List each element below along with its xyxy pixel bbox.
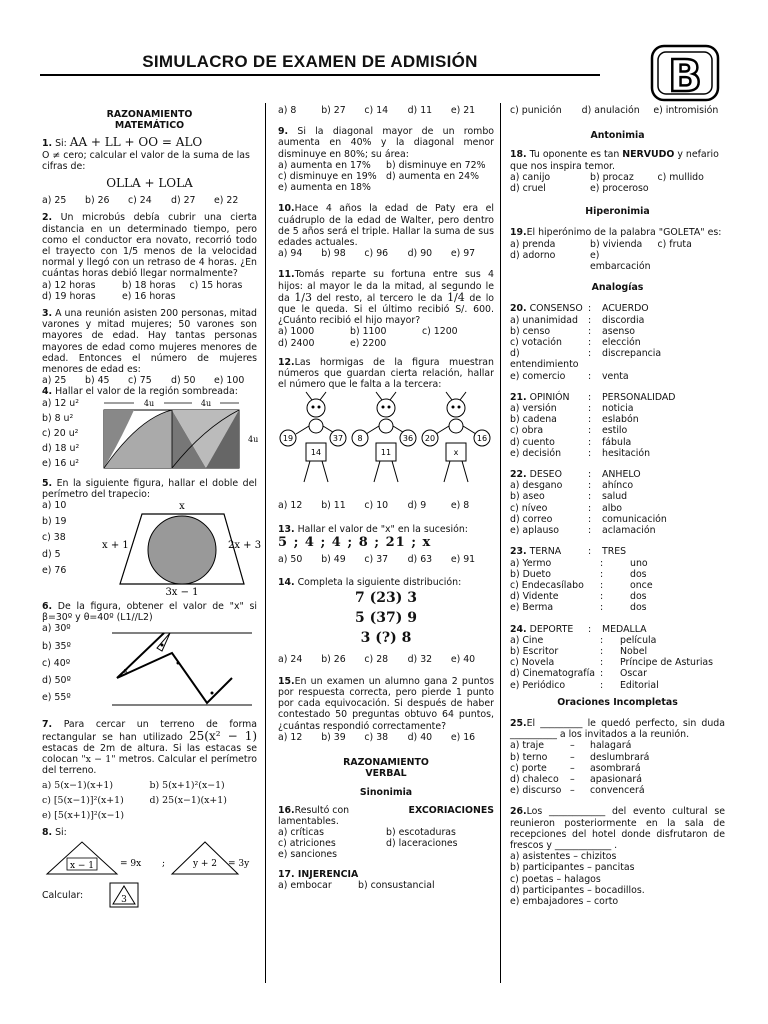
question-8: 8. Si: x − 1 = 9x ; y + 2 = 3y Calcular: 3 (42, 827, 257, 908)
option-e[interactable]: e) 21 (450, 105, 476, 116)
option-c[interactable]: c) 38 (42, 532, 66, 544)
option-a[interactable]: a) 94 (278, 248, 303, 260)
option-d[interactable]: d) 19 horas (42, 290, 96, 302)
option-b[interactable]: b) 26 (321, 654, 346, 666)
option-d[interactable]: d) Vidente : dos (510, 591, 647, 603)
question-9: 9. Si la diagonal mayor de un rombo aumenta en 40% y la diagonal menor disminuye en 80%; su área: a) aumenta en 17% b) disminuye en 72% c) disminuye en 19% d) aumenta en 24% e) aumenta en 18% (278, 126, 495, 194)
question-10: 10.Hace 4 años la edad de Paty era el cuádruplo de la edad de Walter, pero dentro de 5 años será el triple. Hallar la suma de sus edades actuales. a) 94 b) 98 c) 96 d) 90 e) 97 (278, 203, 494, 260)
option-c[interactable]: c) 28 (364, 654, 389, 666)
option-a[interactable]: a) traje – halagará (510, 740, 632, 752)
svg-text:= 3y: = 3y (228, 859, 250, 870)
option-a[interactable]: a) canijo (510, 171, 551, 183)
subsection-heading: Hiperonimia (585, 206, 650, 218)
option-c[interactable]: c) 38 (364, 731, 389, 743)
option-c[interactable]: c) mullido (657, 171, 704, 183)
question-16: 16.Resultó con EXCORIACIONES lamentables. a) críticas b) escotaduras c) atriciones d) laceraciones e) sanciones (278, 804, 494, 861)
option-d[interactable]: d) 32 (407, 654, 433, 666)
option-c[interactable]: c) 1200 (422, 326, 458, 338)
option-d[interactable]: d) 11 (407, 105, 433, 116)
question-13: 13. Hallar el valor de "x" en la sucesión: 5 ; 4 ; 4 ; 8 ; 21 ; x a) 50 b) 49 c) 37 d) 63 e) 91 (278, 524, 494, 566)
question-17-options (510, 105, 725, 116)
column-divider (265, 103, 266, 983)
option-b[interactable]: b) consustancial (358, 879, 435, 891)
parallel-lines-figure (102, 623, 257, 713)
option-d[interactable]: d) 90 (407, 248, 433, 260)
option-b[interactable]: b) 5(x+1)²(x−1) (149, 779, 225, 791)
svg-text:11: 11 (380, 448, 392, 458)
question-11: 11.Tomás reparte su fortuna entre sus 4 hijos: al mayor le da la mitad, al segundo le da 1/3 del resto, al tercero le da 1/4 de lo que le queda. Si el último recibió S/. 600. ¿Cuánto recibió el hijo mayor? a) 1000 b) 1100 c) 1200 d) 2400 e) 2200 (278, 269, 495, 349)
option-a[interactable]: a) asistentes – chizitos (510, 851, 617, 863)
question-17: 17. INJERENCIA a) embocar b) consustancial (278, 869, 494, 891)
option-e[interactable]: e) proceroso (590, 183, 649, 195)
svg-text:3: 3 (121, 895, 128, 906)
option-b[interactable]: b) 45 (85, 375, 110, 387)
option-b[interactable]: b) procaz (590, 171, 634, 183)
option-a[interactable]: a) aumenta en 17% (278, 159, 371, 171)
option-d[interactable]: d) laceraciones (386, 838, 458, 850)
subsection-heading: Analogías (591, 282, 644, 294)
distribution-row: 3 (?) 8 (360, 630, 412, 647)
option-e[interactable]: e) 97 (450, 248, 476, 260)
option-d[interactable]: d) correo : comunicación (510, 513, 667, 525)
option-a[interactable]: a) Cine : película (510, 634, 657, 646)
option-a[interactable]: a) 25 (42, 375, 67, 387)
option-c[interactable]: c) porte – asombrará (510, 762, 641, 774)
option-a[interactable]: a) 50 (278, 554, 303, 566)
subsection-heading: Oraciones Incompletas (557, 696, 678, 708)
option-b[interactable]: b) Dueto : dos (510, 568, 647, 580)
question-12: 12.Las hormigas de la figura muestran números que guardan cierta relación, hallar el número que le falta a la tercera: 19 37 14 8 36 11 20 16 x a) 12 b) 11 c) 10 d) 9 e) 8 (278, 356, 494, 512)
option-c[interactable]: c) 75 (128, 375, 152, 387)
svg-text:x: x (453, 448, 459, 458)
option-a[interactable]: a) críticas (278, 826, 325, 838)
option-a[interactable]: a) 12 u² (42, 397, 79, 409)
option-c[interactable]: c) 24 (128, 195, 152, 207)
svg-text:= 9x: = 9x (120, 859, 142, 870)
option-d[interactable]: d) entendimiento : discrepancia (510, 348, 662, 371)
option-a[interactable]: a) 30º (42, 623, 71, 635)
option-e[interactable]: e) 16 horas (122, 290, 176, 302)
option-d[interactable]: d) 27 (171, 195, 196, 207)
option-c[interactable]: c) níveo : albo (510, 502, 623, 514)
svg-text:x + 1: x + 1 (102, 540, 129, 552)
option-a[interactable]: a) 24 (278, 654, 303, 666)
option-e[interactable]: e) [5(x+1)]²(x−1) (42, 809, 125, 821)
svg-text:8: 8 (357, 434, 363, 444)
option-e[interactable]: e) 100 (214, 375, 245, 387)
option-c[interactable]: c) disminuye en 19% (278, 171, 377, 183)
option-e[interactable]: e) embarcación (590, 249, 651, 273)
option-d[interactable]: d) cruel (510, 183, 546, 195)
option-a[interactable]: a) 12 (278, 731, 303, 743)
option-b[interactable]: b) 19 (42, 516, 67, 528)
option-c[interactable]: c) 14 (364, 105, 389, 116)
ant-3 (422, 392, 490, 482)
question-22: 22. DESEO : ANHELO a) desgano : ahínco b) aseo : salud c) níveo : albo d) correo : comunicación e) aplauso : aclamación (510, 469, 725, 536)
option-c[interactable]: c) Endecasílabo : once (510, 579, 653, 591)
expression: OLLA + LOLA (106, 176, 193, 191)
shaded-region-figure (94, 398, 259, 472)
question-4: 4. Hallar el valor de la región sombreada: a) 12 u² b) 8 u² c) 20 u² d) 18 u² e) 16 u² 4u 4u 4u (42, 386, 257, 471)
section-heading: RAZONAMIENTO VERBAL (343, 756, 429, 780)
title-underline (40, 74, 600, 76)
option-d[interactable]: d) chaleco – apasionará (510, 773, 642, 785)
badge-letter: B (668, 51, 702, 102)
option-b[interactable]: b) 39 (321, 731, 346, 743)
trapezoid-figure (102, 500, 262, 599)
triangle-operators-figure (42, 838, 257, 878)
question-24: 24. DEPORTE : MEDALLA a) Cine : película b) Escritor : Nobel c) Novela : Príncipe de Asturias d) Cinematografía : Oscar e) Periódico : Editorial (510, 624, 725, 691)
option-d[interactable]: d) participantes – bocadillos. (510, 884, 645, 896)
column-1 (42, 105, 262, 914)
option-d[interactable]: d) cuento : fábula (510, 436, 632, 448)
option-a[interactable]: a) unanimidad : discordia (510, 314, 645, 326)
svg-text:x: x (124, 667, 128, 676)
option-c[interactable]: c) obra : estilo (510, 425, 628, 437)
option-a[interactable]: a) 25 (42, 195, 67, 207)
option-e[interactable]: e) aplauso : aclamación (510, 525, 656, 537)
option-b[interactable]: b) escotaduras (386, 826, 456, 838)
svg-text:4u: 4u (143, 398, 155, 408)
svg-text:x: x (179, 501, 185, 513)
column-2 (278, 105, 494, 897)
option-c[interactable]: c) atriciones (278, 838, 336, 850)
triangle-operator (109, 882, 139, 908)
option-d[interactable]: d) 9 (407, 500, 427, 512)
option-b[interactable]: b) 8 u² (42, 412, 74, 424)
option-a[interactable]: a) 1000 (278, 326, 315, 338)
option-e[interactable]: e) sanciones (278, 849, 338, 861)
svg-text:14: 14 (310, 448, 322, 458)
subsection-heading: Antonimia (590, 130, 645, 142)
ants-figure (278, 390, 494, 500)
question-20: 20. CONSENSO : ACUERDO a) unanimidad : discordia b) censo : asenso c) votación : elección d) entendimiento : discrepancia e) comercio : venta (510, 303, 725, 381)
option-c[interactable]: c) votación : elección (510, 337, 641, 349)
svg-text:36: 36 (402, 434, 414, 444)
option-e[interactable]: e) Periódico : Editorial (510, 679, 659, 691)
option-e[interactable]: e) 2200 (350, 337, 387, 349)
option-b[interactable]: b) participantes – pancitas (510, 862, 635, 874)
question-1: 1. Si: AA + LL + OO = ALO O ≠ cero; calcular el valor de la suma de las cifras de: OLLA + LOLA a) 25 b) 26 c) 24 d) 27 e) 22 (42, 137, 257, 206)
svg-text:y + 2: y + 2 (192, 859, 218, 870)
option-a[interactable]: a) desgano : ahínco (510, 480, 634, 492)
option-c[interactable]: c) fruta (657, 238, 692, 250)
option-d[interactable]: d) 50º (42, 675, 71, 687)
question-5: 5. En la siguiente figura, hallar el doble del perímetro del trapecio: a) 10 b) 19 c) 38 d) 5 e) 76 x x + 1 2x + 3 3x − 1 (42, 477, 262, 599)
option-d[interactable]: d) 63 (407, 554, 433, 566)
option-e[interactable]: e) 91 (450, 554, 476, 566)
option-b[interactable]: b) 27 (321, 105, 346, 116)
options (42, 195, 257, 206)
option-a[interactable]: a) 5(x−1)(x+1) (42, 779, 114, 791)
question-6: 6. De la figura, obtener el valor de "x" si β=30º y θ=40º (L1//L2) a) 30º b) 35º c) 40º d) 50º e) 55º x (42, 601, 257, 713)
option-b[interactable]: b) vivienda (590, 238, 643, 250)
option-c[interactable]: c) 20 u² (42, 428, 79, 440)
option-b[interactable]: b) 98 (321, 248, 346, 260)
option-e[interactable]: e) Berma : dos (510, 602, 647, 614)
svg-text:4u: 4u (248, 434, 259, 444)
option-b[interactable]: b) terno – deslumbrará (510, 751, 650, 763)
option-c[interactable]: c) 37 (364, 554, 389, 566)
option-b[interactable]: b) 11 (321, 500, 346, 512)
exam-version-badge (650, 44, 720, 102)
option-c[interactable]: c) poetas – halagos (510, 873, 601, 885)
question-25: 25.El _________ le quedó perfecto, sin duda __________ a los invitados a la reunión. a) traje – halagará b) terno – deslumbrará c) porte – asombrará d) chaleco – apasionará e) discurso – convencerá (510, 717, 725, 797)
option-a[interactable]: a) 8 (278, 105, 297, 116)
option-c[interactable]: c) 96 (364, 248, 389, 260)
option-a[interactable]: a) embocar (278, 879, 332, 891)
question-23: 23. TERNA : TRES a) Yermo : uno b) Dueto : dos c) Endecasílabo : once d) Vidente : dos e) Berma : dos (510, 546, 725, 613)
option-b[interactable]: b) 1100 (350, 326, 387, 338)
option-e[interactable]: e) aumenta en 18% (278, 182, 371, 194)
question-2: 2. Un microbús debía cubrir una cierta distancia en un determinado tiempo, pero como el conductor era novato, recorrió todo el trayecto con 1/5 menos de la velocidad normal y llegó con un retraso de 4 horas. ¿En cuántas horas debió llegar normalmente? a) 12 horas b) 18 horas c) 15 horas d) 19 horas e) 16 horas (42, 212, 257, 302)
equation: AA + LL + OO = ALO (69, 135, 203, 150)
option-d[interactable]: d) 18 u² (42, 443, 80, 455)
option-d[interactable]: d) 2400 (278, 337, 315, 349)
option-e[interactable]: e) 16 (450, 731, 476, 743)
option-c[interactable]: c) punición (510, 105, 562, 116)
option-d[interactable]: d) 40 (407, 731, 433, 743)
option-c[interactable]: c) 15 horas (189, 279, 243, 291)
svg-text:20: 20 (424, 434, 436, 444)
option-d[interactable]: d) anulación (581, 105, 640, 116)
option-e[interactable]: e) 8 (450, 500, 470, 512)
option-b[interactable]: b) disminuye en 72% (386, 159, 486, 171)
option-e[interactable]: e) 40 (450, 654, 476, 666)
option-b[interactable]: b) censo : asenso (510, 325, 635, 337)
option-e[interactable]: e) comercio : venta (510, 370, 629, 382)
svg-text:37: 37 (332, 434, 344, 444)
svg-text:;: ; (162, 859, 166, 870)
option-e[interactable]: e) 76 (42, 564, 67, 576)
option-e[interactable]: e) intromisión (653, 105, 719, 116)
option-d[interactable]: d) adorno (510, 249, 556, 261)
option-b[interactable]: b) 35º (42, 640, 71, 652)
sequence: 5 ; 4 ; 4 ; 8 ; 21 ; x (278, 534, 432, 550)
column-divider (500, 103, 501, 983)
option-c[interactable]: c) Novela : Príncipe de Asturias (510, 657, 714, 669)
question-7: 7. Para cercar un terreno de forma rectangular se han utilizado 25(x² − 1) estacas de 2m de altura. Si las estacas se colocan "x − 1" metros. Calcular el perímetro del terreno. a) 5(x−1)(x+1) b) 5(x+1)²(x−1) c) [5(x−1)]²(x+1) d) 25(x−1)(x+1) e) [5(x+1)]²(x−1) (42, 719, 258, 821)
subsection-heading: Sinonimia (359, 787, 413, 799)
option-d[interactable]: d) 50 (171, 375, 196, 387)
question-3: 3. A una reunión asisten 200 personas, mitad varones y mitad mujeres; 50 varones son mayores de edad. Hay tantas personas mayores de edad como mujeres menores de edad. Entonces el número de mujeres menores de edad es: a) 25 b) 45 c) 75 d) 50 e) 100 (42, 308, 257, 387)
svg-text:x − 1: x − 1 (69, 861, 95, 872)
svg-text:2x + 3: 2x + 3 (228, 540, 262, 552)
option-d[interactable]: d) 5 (42, 548, 61, 560)
column-3 (510, 105, 725, 913)
option-b[interactable]: b) cadena : eslabón (510, 414, 639, 426)
option-a[interactable]: a) 12 horas (42, 279, 96, 291)
ant-1 (280, 392, 346, 482)
question-15: 15.En un examen un alumno gana 2 puntos por respuesta correcta, pero pierde 1 punto por cada equivocación. Si después de haber contestado 50 preguntas obtuvo 64 puntos, ¿cuántas respondió correctamente? a) 12 b) 39 c) 38 d) 40 e) 16 (278, 675, 494, 743)
option-a[interactable]: a) 12 (278, 500, 303, 512)
option-a[interactable]: a) versión : noticia (510, 403, 634, 415)
option-e[interactable]: e) discurso – convencerá (510, 785, 645, 797)
option-e[interactable]: e) embajadores – corto (510, 895, 619, 907)
option-d[interactable]: d) 25(x−1)(x+1) (149, 794, 227, 806)
question-26: 26.Los ____________ del evento cultural se reunieron posteriormente en la sala de recepciones del hotel donde disfrutaron de frescos y ____________ . a) asistentes – chizitos b) participantes – pancitas c) poetas – halagos d) participantes – bocadillos. e) embajadores – corto (510, 806, 725, 907)
question-8-options (278, 105, 494, 116)
option-c[interactable]: c) 10 (364, 500, 389, 512)
distribution-row: 7 (23) 3 (355, 590, 417, 607)
svg-text:4u: 4u (200, 398, 212, 408)
option-a[interactable]: a) Yermo : uno (510, 557, 648, 569)
question-14: 14. Completa la siguiente distribución: 7 (23) 3 5 (37) 9 3 (?) 8 a) 24 b) 26 c) 28 d) 32 e) 40 (278, 577, 494, 665)
section-heading: RAZONAMIENTO MATEMÁTICO (106, 109, 193, 132)
question-21: 21. OPINIÓN : PERSONALIDAD a) versión : noticia b) cadena : eslabón c) obra : estilo d) cuento : fábula e) decisión : hesitación (510, 392, 725, 459)
option-e[interactable]: e) decisión : hesitación (510, 447, 651, 459)
option-d[interactable]: d) Cinematografía : Oscar (510, 668, 648, 680)
question-19: 19.El hiperónimo de la palabra "GOLETA" es: a) prenda b) vivienda c) fruta d) adorno e) embarcación (510, 227, 725, 272)
option-b[interactable]: b) 49 (321, 554, 346, 566)
option-b[interactable]: b) Escritor : Nobel (510, 645, 648, 657)
option-e[interactable]: e) 16 u² (42, 458, 80, 470)
page-title: SIMULACRO DE EXAMEN DE ADMISIÓN (142, 52, 478, 71)
ant-2 (352, 392, 416, 482)
option-c[interactable]: c) 40º (42, 657, 71, 669)
option-e[interactable]: e) 55º (42, 692, 71, 704)
option-b[interactable]: b) aseo : salud (510, 491, 628, 503)
option-b[interactable]: b) 26 (85, 195, 110, 207)
svg-text:19: 19 (282, 434, 294, 444)
svg-text:3x − 1: 3x − 1 (165, 587, 199, 599)
option-a[interactable]: a) prenda (510, 238, 556, 250)
option-c[interactable]: c) [5(x−1)]²(x+1) (42, 794, 124, 806)
option-b[interactable]: b) 18 horas (122, 279, 176, 291)
question-18: 18. Tu oponente es tan NERVUDO y nefario que nos inspira temor. a) canijo b) procaz c) mullido d) cruel e) proceroso (510, 149, 725, 194)
option-e[interactable]: e) 22 (214, 195, 239, 207)
option-d[interactable]: d) aumenta en 24% (386, 171, 480, 183)
svg-text:16: 16 (476, 434, 488, 444)
distribution-row: 5 (37) 9 (355, 610, 417, 627)
option-a[interactable]: a) 10 (42, 500, 67, 512)
